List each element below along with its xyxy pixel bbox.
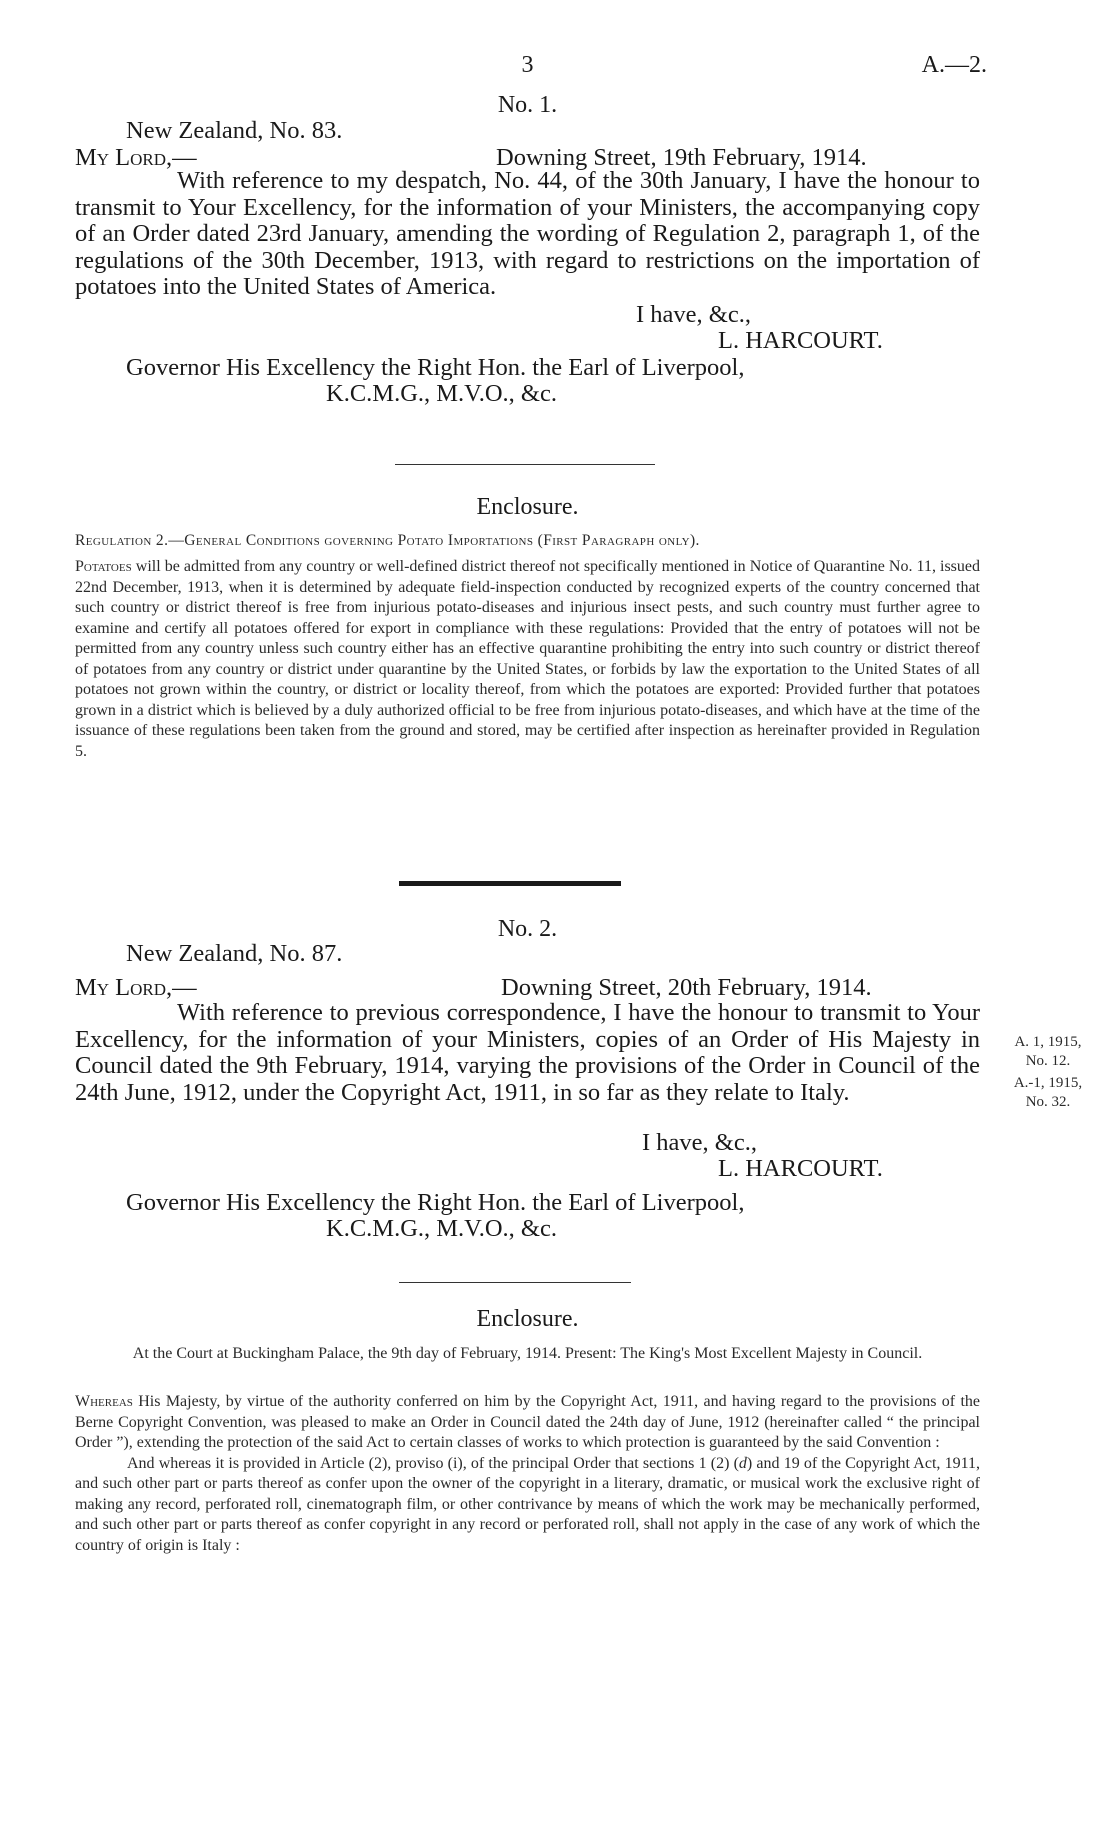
enclosure-2-title: Enclosure. — [476, 1306, 579, 1332]
and-whereas-paragraph — [75, 1454, 980, 1557]
court-line-text: At the Court at Buckingham Palace, the 9th day of February, 1914. Present: The King's Most Excellent Majesty in Council. — [132, 1345, 923, 1362]
whereas-paragraph — [75, 1392, 980, 1454]
enclosure-2-court-line — [75, 1344, 980, 1365]
and-whereas-text-1: And whereas it is provided in Article (2), proviso (i), of the principal Order that sections 1 (2) ( — [127, 1454, 739, 1472]
despatch-1-paragraph: With reference to my despatch, No. 44, of the 30th January, I have the honour to transmit to Your Excellency, for the information of your Ministers, the accompanying copy of an Order dated 23rd January, amending the wording of Regulation 2, paragraph 1, of the regulations of the 30th December, 1913, with regard to restrictions on the importation of potatoes into the United States of America. — [75, 167, 980, 300]
despatch-2-margin-note — [998, 1033, 1098, 1112]
despatch-1-signature: L. HARCOURT. — [718, 327, 883, 354]
enclosure-1-heading: Regulation 2.—General Conditions governing Potato Importations (First Paragraph only). — [75, 532, 700, 549]
section-divider-thick-rule — [399, 881, 621, 886]
despatch-2-paragraph: With reference to previous correspondence, I have the honour to transmit to Your Excellency, for the information of your Ministers, copies of an Order of His Majesty in Council dated the 9th February, 1914, varying the provisions of the Order in Council of the 24th June, 1912, under the Copyright Act, 1911, in so far as they relate to Italy. — [75, 999, 980, 1106]
despatch-2-body — [75, 1000, 980, 1106]
margin-note-line: A. 1, 1915, — [1014, 1034, 1082, 1050]
margin-note-line: No. 12. — [1025, 1053, 1071, 1069]
and-whereas-italic: d — [738, 1454, 747, 1472]
margin-note-line: No. 32. — [1025, 1094, 1071, 1110]
enclosure-1-body — [75, 557, 980, 762]
and-whereas-text-2: ) and 19 of the Copyright Act, 1911, and such other part or parts thereof as confer upon the owner of the copyright in a literary, dramatic, or musical work the exclusive right of making any record, perforated roll, cinematograph film, or other contrivance by means of which the work may be mechanically performed, and such other part or parts thereof as confer copyright in any record or perforated roll, shall not apply in the case of any work of which the country of origin is Italy : — [75, 1454, 980, 1554]
despatch-2-closing: I have, &c., — [642, 1129, 757, 1156]
despatch-1-addressee-line-1: Governor His Excellency the Right Hon. the Earl of Liverpool, — [126, 354, 745, 381]
enclosure-1-title: Enclosure. — [476, 494, 579, 520]
despatch-1-closing: I have, &c., — [636, 301, 751, 328]
despatch-1-place-date: Downing Street, 19th February, 1914. — [496, 144, 867, 171]
whereas-text: His Majesty, by virtue of the authority conferred on him by the Copyright Act, 1911, and having regard to the provisions of the Berne Copyright Convention, was pleased to make an Order in Council dated the 24th day of June, 1912 (hereinafter called “ the principal Order ”), extending the protection of the said Act to certain classes of works to which protection is guaranteed by the said Convention : — [75, 1393, 981, 1451]
section-divider-rule — [395, 464, 655, 465]
despatch-2-salutation: My Lord,— — [75, 974, 197, 1001]
margin-note-line: A.-1, 1915, — [1013, 1075, 1083, 1091]
whereas-lead-word: Whereas — [75, 1393, 133, 1410]
document-code: A.—2. — [921, 52, 987, 78]
despatch-2-addressee-line-2: K.C.M.G., M.V.O., &c. — [326, 1215, 557, 1242]
despatch-2-number: No. 2. — [497, 916, 558, 942]
despatch-2-reference: New Zealand, No. 87. — [126, 940, 343, 967]
despatch-1-reference: New Zealand, No. 83. — [126, 117, 343, 144]
despatch-1-addressee-line-2: K.C.M.G., M.V.O., &c. — [326, 380, 557, 407]
despatch-2-place-date: Downing Street, 20th February, 1914. — [501, 974, 872, 1001]
despatch-2-signature: L. HARCOURT. — [718, 1155, 883, 1182]
despatch-2-addressee-line-1: Governor His Excellency the Right Hon. the Earl of Liverpool, — [126, 1189, 745, 1216]
enclosure-1-paragraph — [75, 557, 980, 762]
despatch-1-number: No. 1. — [497, 92, 558, 118]
despatch-1-salutation: My Lord,— — [75, 144, 197, 171]
enclosure-2-body — [75, 1392, 980, 1556]
enclosure-1-lead-word: Potatoes — [75, 558, 132, 575]
despatch-1-body — [75, 168, 980, 301]
page-number: 3 — [521, 52, 534, 78]
enclosure-1-text: will be admitted from any country or well-defined district thereof not specifically mentioned in Notice of Quarantine No. 11, issued 22nd December, 1913, when it is determined by adequate field-inspection conducted by recognized experts of the country concerned that such country or district thereof is free from injurious potato-diseases and injurious insect pests, and such country must further agree to examine and certify all potatoes offered for export in compliance with these regulations: Provided that the entry of potatoes will not be permitted from any country unless such country either has an effective quarantine prohibiting the entry into such country or district thereof of potatoes from any country or district under quarantine by the United States, or forbids by law the exportation to the United States of all potatoes not grown within the country, or district or locality thereof, from which the potatoes are exported: Provided further that potatoes grown in a district which is believed by a duly authorized official to be free from injurious potato-diseases, and which have at the time of the issuance of these regulations been taken from the ground and stored, may be certified after inspection as hereinafter provided in Regulation 5. — [75, 558, 980, 760]
section-divider-rule — [399, 1282, 631, 1283]
